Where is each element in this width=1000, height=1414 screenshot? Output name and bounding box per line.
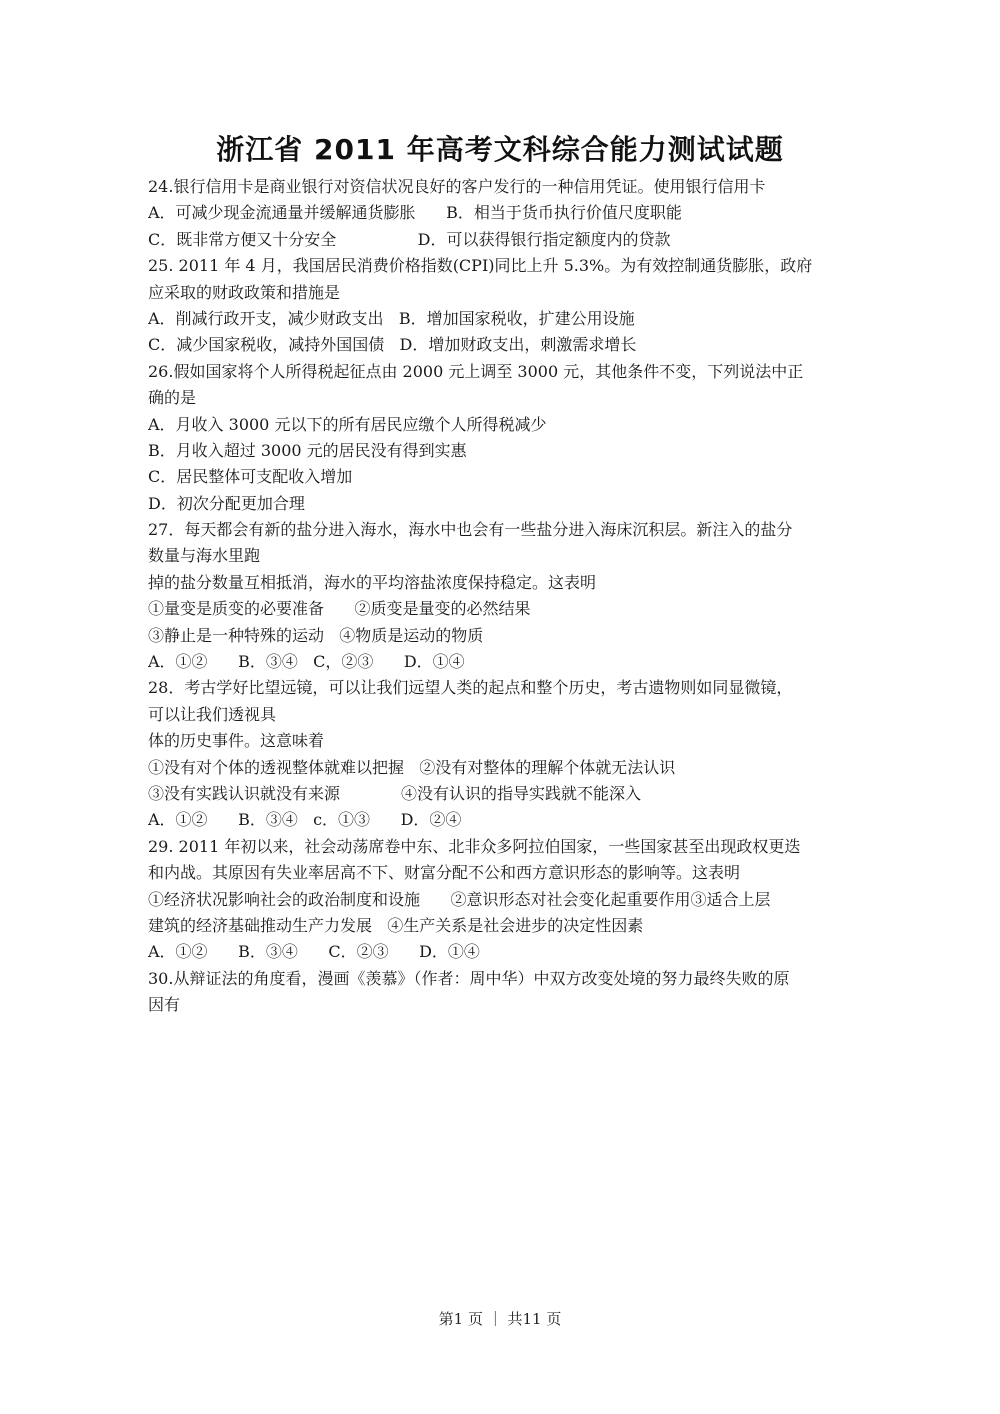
question-body — [148, 174, 860, 1019]
text-line: A．月收入 3000 元以下的所有居民应缴个人所得税减少 — [148, 414, 547, 434]
text-line: 30.从辩证法的角度看，漫画《羡慕》（作者：周中华）中双方改变处境的努力最终失败的原 — [148, 968, 790, 988]
text-line: A．①② B．③④ c．①③ D．②④ — [148, 810, 462, 830]
text-line: 体的历史事件。这意味着 — [148, 731, 325, 751]
text-line: B．月收入超过 3000 元的居民没有得到实惠 — [148, 440, 467, 460]
text-line: 建筑的经济基础推动生产力发展 ④生产关系是社会进步的决定性因素 — [148, 915, 644, 935]
text-line: C．居民整体可支配收入增加 — [148, 467, 353, 487]
text-line: A．可减少现金流通量并缓解通货膨胀 B．相当于货币执行价值尺度职能 — [148, 203, 682, 223]
text-line: 26.假如国家将个人所得税起征点由 2000 元上调至 3000 元，其他条件不变，下列说法中正 — [148, 361, 804, 381]
text-line: C．减少国家税收，减持外国国债 D．增加财政支出，刺激需求增长 — [148, 335, 637, 355]
text-line: D．初次分配更加合理 — [148, 493, 305, 513]
text-line: 掉的盐分数量互相抵消，海水的平均溶盐浓度保持稳定。这表明 — [148, 572, 597, 592]
text-line: ③静止是一种特殊的运动 ④物质是运动的物质 — [148, 625, 484, 645]
text-line: A．削减行政开支，减少财政支出 B．增加国家税收，扩建公用设施 — [148, 308, 635, 328]
text-line: 因有 — [148, 995, 181, 1015]
text-line: ①量变是质变的必要准备 ②质变是量变的必然结果 — [148, 599, 531, 619]
text-line: A．①② B．③④ C．②③ D．①④ — [148, 942, 480, 962]
text-line: C．既非常方便又十分安全 D．可以获得银行指定额度内的贷款 — [148, 229, 671, 249]
text-line: 数量与海水里跑 — [148, 546, 261, 566]
text-line: 27．每天都会有新的盐分进入海水，海水中也会有一些盐分进入海床沉积层。新注入的盐分 — [148, 520, 793, 540]
text-line: ①没有对个体的透视整体就难以把握 ②没有对整体的理解个体就无法认识 — [148, 757, 676, 777]
text-line: ①经济状况影响社会的政治制度和设施 ②意识形态对社会变化起重要作用③适合上层 — [148, 889, 771, 909]
text-line: ③没有实践认识就没有来源 ④没有认识的指导实践就不能深入 — [148, 783, 642, 803]
text-line: A．①② B．③④ C，②③ D．①④ — [148, 652, 465, 672]
text-line: 24.银行信用卡是商业银行对资信状况良好的客户发行的一种信用凭证。使用银行信用卡 — [148, 177, 766, 196]
text-line: 29. 2011 年初以来，社会动荡席卷中东、北非众多阿拉伯国家，一些国家甚至出现政权更迭 — [148, 836, 801, 856]
text-line: 可以让我们透视具 — [148, 704, 277, 724]
text-line: 28．考古学好比望远镜，可以让我们远望人类的起点和整个历史，考古遗物则如同显微镜， — [148, 678, 793, 698]
page-footer: 第1 页 ｜ 共11 页 — [438, 1310, 562, 1328]
text-line: 25. 2011 年 4 月，我国居民消费价格指数(CPI)同比上升 5.3%。为有效控制通货膨胀，政府 — [148, 256, 813, 276]
text-line: 应采取的财政政策和措施是 — [148, 282, 341, 302]
text-line: 和内战。其原因有失业率居高不下、财富分配不公和西方意识形态的影响等。这表明 — [148, 863, 741, 883]
text-line: 确的是 — [148, 388, 197, 408]
page-title: 浙江省 2011 年高考文科综合能力测试试题 — [216, 133, 784, 166]
